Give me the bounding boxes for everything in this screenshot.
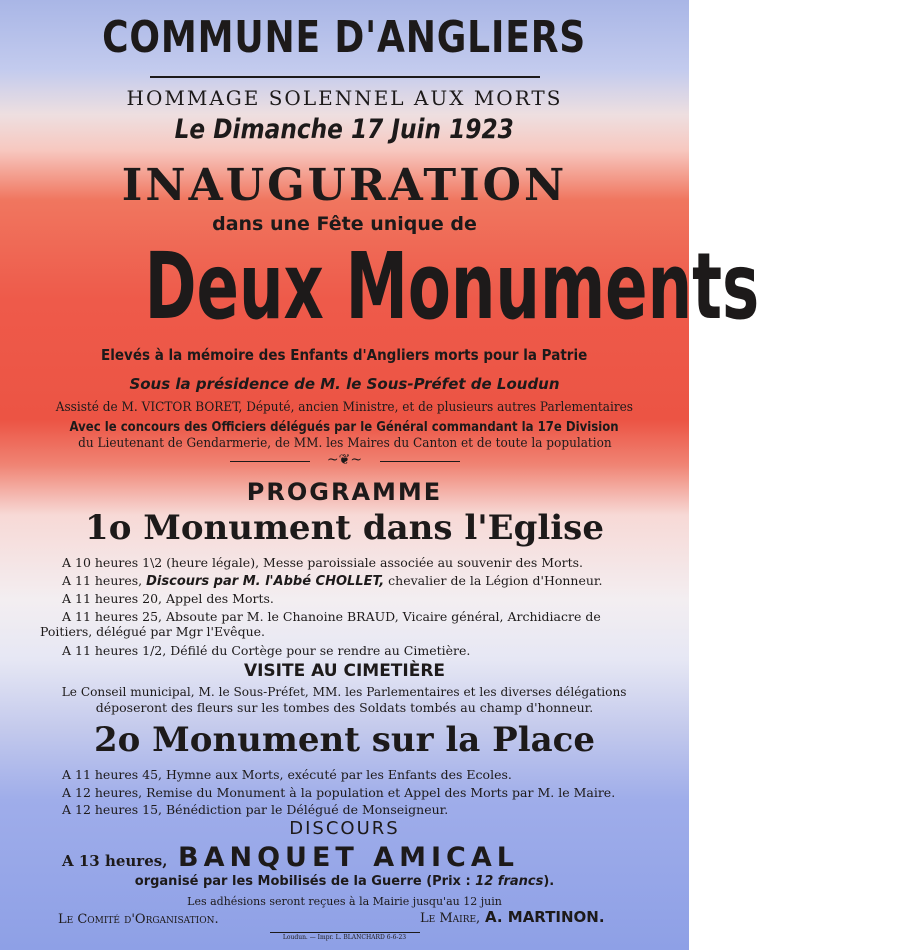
visite-heading: VISITE AU CIMETIÈRE (243, 661, 446, 681)
intro-assiste: Assisté de M. VICTOR BORET, Député, ancien Ministre, et de plusieurs autres Parlementaires (55, 400, 634, 415)
banquet-time: A 13 heures, (62, 852, 168, 870)
programme-item: A 12 heures, Remise du Monument à la population et Appel des Morts par M. le Maire. (62, 785, 616, 800)
programme-item-continued: Poitiers, délégué par Mgr l'Evêque. (40, 624, 265, 639)
programme-item: A 11 heures 1/2, Défilé du Cortège pour se rendre au Cimetière. (62, 643, 471, 658)
programme-item-discours: A 11 heures, Discours par M. l'Abbé CHOLLET, chevalier de la Légion d'Honneur. (62, 573, 603, 589)
banquet-organise: organisé par les Mobilisés de la Guerre (Prix : 12 francs). (134, 874, 555, 889)
programme-item: A 11 heures 45, Hymne aux Morts, exécuté par les Enfants des Ecoles. (62, 767, 512, 782)
inauguration-title: INAUGURATION (121, 160, 568, 211)
programme-item: A 10 heures 1\2 (heure légale), Messe paroissiale associée au souvenir des Morts. (62, 555, 584, 570)
printer-imprint: Loudun. — Impr. L. BLANCHARD 6-6-23 (282, 934, 407, 941)
adhesions-note: Les adhésions seront reçues à la Mairie jusqu'au 12 juin (187, 895, 502, 908)
ornament-rule-right (380, 461, 460, 462)
deux-monuments-title: Deux Monuments (144, 233, 760, 340)
intro-concours: Avec le concours des Officiers délégués par le Général commandant la 17e Division (69, 420, 620, 435)
programme-item: A 11 heures 20, Appel des Morts. (62, 591, 274, 606)
commune-title: COMMUNE D'ANGLIERS (102, 12, 587, 63)
programme-heading: PROGRAMME (246, 478, 443, 506)
banquet-title: BANQUET AMICAL (178, 842, 519, 873)
comite-signature: Le Comité d'Organisation. (58, 912, 219, 927)
visite-line: Le Conseil municipal, M. le Sous-Préfet, MM. les Parlementaires et les diverses délégations (62, 684, 627, 699)
programme-item: A 12 heures 15, Bénédiction par le Délégué de Monseigneur. (62, 802, 449, 817)
discours-heading: DISCOURS (289, 818, 400, 839)
second-monument-title: 2o Monument sur la Place (93, 720, 596, 760)
maire-signature: Le Maire, A. MARTINON. (420, 908, 605, 926)
hommage-line: HOMMAGE SOLENNEL AUX MORTS (126, 86, 563, 110)
header-rule (150, 76, 540, 78)
event-date: Le Dimanche 17 Juin 1923 (174, 114, 515, 145)
visite-line: déposeront des fleurs sur les tombes des Soldats tombés au champ d'honneur. (95, 700, 594, 715)
intro-memoire: Elevés à la mémoire des Enfants d'Angliers morts pour la Patrie (101, 346, 588, 364)
printer-rule (270, 932, 420, 933)
first-monument-title: 1o Monument dans l'Eglise (85, 508, 604, 548)
programme-item: A 11 heures 25, Absoute par M. le Chanoine BRAUD, Vicaire général, Archidiacre de (62, 609, 601, 624)
intro-lieutenant: du Lieutenant de Gendarmerie, de MM. les Maires du Canton et de toute la population (77, 436, 612, 451)
intro-presidence: Sous la présidence de M. le Sous-Préfet de Loudun (129, 375, 560, 393)
ornament-icon: ~❦~ (326, 452, 363, 468)
fete-subtitle: dans une Fête unique de (212, 213, 477, 235)
